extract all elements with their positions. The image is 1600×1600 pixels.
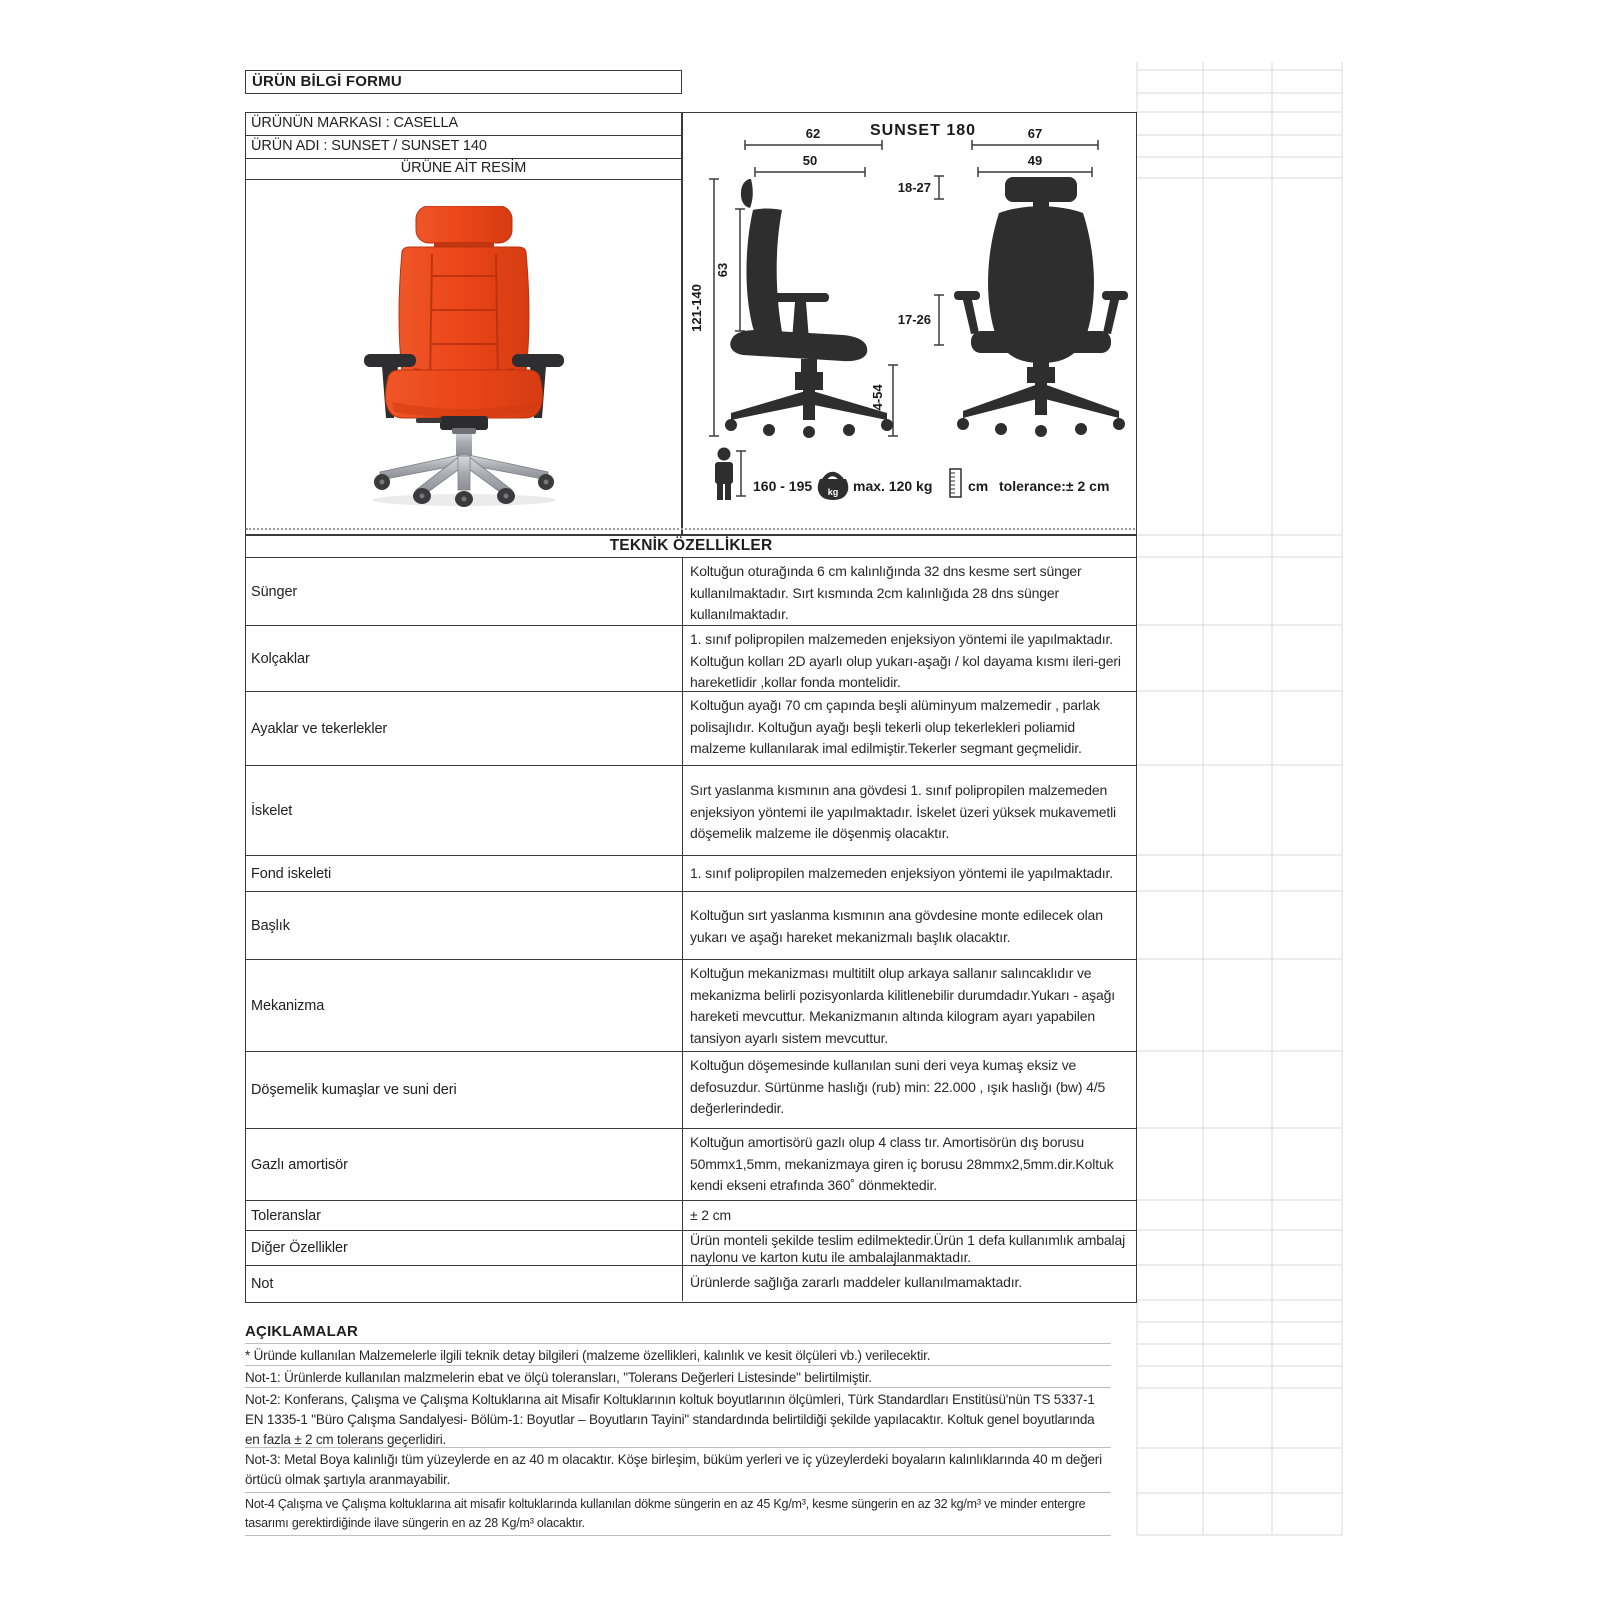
product-image-cell [246, 180, 681, 534]
table-row [246, 692, 1136, 766]
note-item: * Üründe kullanılan Malzemelerle ilgili teknik detay bilgileri (malzeme özellikleri, kalınlık ve kesit ölçüleri vb.) verilecektir. [245, 1344, 1111, 1366]
notes-section [245, 1322, 1111, 1536]
spec-label: Döşemelik kumaşlar ve suni deri [246, 1052, 683, 1128]
product-header-table [245, 112, 682, 535]
table-row [246, 1052, 1136, 1129]
spec-label: Kolçaklar [246, 626, 683, 691]
note-item: Not-1: Ürünlerde kullanılan malzmelerin ebat ve ölçü toleransları, "Tolerans Değerleri Listesinde" belirtilmiştir. [245, 1366, 1111, 1388]
note-item: Not-3: Metal Boya kalınlığı tüm yüzeylerde en az 40 m olacaktır. Köşe birleşim, büküm yerleri ve iç yüzeylerdeki boyaların kalınlıklarında 40 m değeri örtücü olmak şartıyla aranmayabilir. [245, 1448, 1111, 1493]
dimension-diagram [682, 112, 1137, 535]
table-row [246, 1266, 1136, 1301]
table-row [246, 1201, 1136, 1231]
dim-armrest-range: 17-26 [897, 312, 931, 327]
specs-table [245, 535, 1137, 1303]
dim-back-overall-width: 67 [1027, 126, 1043, 141]
spec-value: Ürün monteli şekilde teslim edilmektedir.Ürün 1 defa kullanımlık ambalaj naylonu ve karton kutu ile ambalajlanmaktadır. [690, 1232, 1126, 1265]
spec-value: 1. sınıf polipropilen malzemeden enjeksiyon yöntemi ile yapılmaktadır. Koltuğun kolları 2D ayarlı olup yukarı-aşağı / kol dayama kısmı ileri-geri hareketlidir ,kollar fonda montelidir. [690, 631, 1121, 690]
table-row [246, 960, 1136, 1052]
user-height-label: 160 - 195 [753, 478, 813, 494]
spec-label: Diğer Özellikler [246, 1231, 683, 1265]
spec-label: Toleranslar [246, 1201, 683, 1230]
legend [715, 448, 1109, 501]
weight-icon-label: kg [827, 487, 839, 497]
spec-label: Sünger [246, 558, 683, 625]
unit-label: cm [968, 478, 989, 494]
brand-row: ÜRÜNÜN MARKASI : CASELLA [246, 113, 681, 136]
dim-back-seat-width: 49 [1027, 153, 1043, 168]
specs-header: TEKNİK ÖZELLİKLER [246, 536, 1136, 558]
dim-total-height: 121-140 [689, 284, 704, 332]
spec-label: Gazlı amortisör [246, 1129, 683, 1200]
dotted-divider [246, 528, 1135, 530]
table-row [246, 766, 1136, 856]
notes-header: AÇIKLAMALAR [245, 1322, 1111, 1344]
product-name-row: ÜRÜN ADI : SUNSET / SUNSET 140 [246, 136, 681, 159]
spec-value: Koltuğun oturağında 6 cm kalınlığında 32 dns kesme sert sünger kullanılmaktadır. Sırt kısmında 2cm kalınlığıda 28 dns sünger kullanılmaktadır. [690, 563, 1082, 622]
dim-backrest-height: 63 [715, 262, 730, 278]
table-row [246, 1129, 1136, 1201]
spec-value: Koltuğun amortisörü gazlı olup 4 class tır. Amortisörün dış borusu 50mmx1,5mm, mekanizmaya giren iç borusu 28mmx2,5mm.dir.Koltuk kendi ekseni etrafında 360˚ dönmektedir. [690, 1134, 1114, 1193]
spec-label: Başlık [246, 892, 683, 959]
note-item: Not-4 Çalışma ve Çalışma koltuklarına ait misafir koltuklarında kullanılan dökme süngerin en az 45 Kg/m³, kesme süngerin en az 32 kg/m³ ve minder entergre tasarımı gerektirdiğinde ilave süngerin en az 28 Kg/m³ olacaktır. [245, 1493, 1111, 1536]
spec-label: Mekanizma [246, 960, 683, 1051]
note-item: Not-2: Konferans, Çalışma ve Çalışma Koltuklarına ait Misafir Koltuklarının koltuk boyutlarının ölçümleri, Türk Standardları Enstitüsü'nün TS 5337-1 EN 1335-1 "Büro Çalışma Sandalyesi- Bölüm-1: Boyutlar – Boyutların Tayini" standardında belirtildiği şekilde yapılacaktır. Koltuk genel boyutlarında en fazla ± 2 cm tolerans geçerlidiri. [245, 1388, 1111, 1448]
form-title: ÜRÜN BİLGİ FORMU [245, 70, 682, 94]
table-row [246, 856, 1136, 892]
chair-side-view [725, 179, 893, 438]
ruler-icon [950, 469, 961, 497]
product-photo-chair [364, 206, 564, 508]
dim-side-back-width: 50 [802, 153, 818, 168]
spec-label: Not [246, 1266, 683, 1301]
dimension-diagram-drawing [683, 113, 1135, 533]
spec-value: 1. sınıf polipropilen malzemeden enjeksiyon yöntemi ile yapılmaktadır. [690, 865, 1113, 881]
tolerance-label: tolerance:± 2 cm [999, 478, 1110, 494]
diagram-title: SUNSET 180 [869, 122, 977, 139]
image-caption: ÜRÜNE AİT RESİM [246, 159, 681, 180]
table-row [246, 558, 1136, 626]
spec-label: İskelet [246, 766, 683, 855]
dim-seat-height-range: 44-54 [870, 384, 885, 418]
table-row [246, 626, 1136, 692]
dim-headrest-range: 18-27 [897, 180, 931, 195]
weight-icon [818, 474, 849, 500]
spec-value: Ürünlerde sağlığa zararlı maddeler kullanılmamaktadır. [690, 1274, 1022, 1290]
spec-label: Ayaklar ve tekerlekler [246, 692, 683, 765]
spec-value: Koltuğun ayağı 70 cm çapında beşli alüminyum malzemedir , parlak polisajlıdır. Koltuğun ayağı beşli tekerli olup tekerlekleri poliamid malzeme kullanılarak imal edilmiştir.Tekerler segmant geçmelidir. [690, 697, 1100, 756]
spec-value: Koltuğun döşemesinde kullanılan suni deri veya kumaş eksiz ve defosuzdur. Sürtünme haslığı (rub) min: 22.000 , ışık haslığı (bw) 4/5 değerlerindedir. [690, 1057, 1106, 1116]
height-measure-line [736, 451, 746, 496]
table-row [246, 1231, 1136, 1266]
dim-side-overall-width: 62 [805, 126, 821, 141]
spec-value: Koltuğun mekanizması multitilt olup arkaya sallanır salıncaklıdır ve mekanizma belirli pozisyonlarda kilitlenebilir durumdadır.Yukarı - aşağı hareketi mevcuttur. Mekanizmanın altında kilogram ayarı yapabilen tansiyon ayarlı sistem mevcuttur. [690, 965, 1115, 1046]
spec-value: Koltuğun sırt yaslanma kısmının ana gövdesine monte edilecek olan yukarı ve aşağı hareket mekanizmalı başlık olacaktır. [690, 907, 1103, 945]
spec-label: Fond iskeleti [246, 856, 683, 891]
chair-back-view [954, 177, 1128, 437]
table-row [246, 892, 1136, 960]
max-weight-label: max. 120 kg [853, 478, 933, 494]
spec-value: Sırt yaslanma kısmının ana gövdesi 1. sınıf polipropilen malzemeden enjeksiyon yöntemi ile yapılmaktadır. İskelet üzeri yüksek mukavemetli döşemelik malzeme ile döşenmiş olacaktır. [690, 782, 1117, 841]
spec-value: ± 2 cm [690, 1207, 732, 1223]
person-icon [715, 448, 733, 501]
